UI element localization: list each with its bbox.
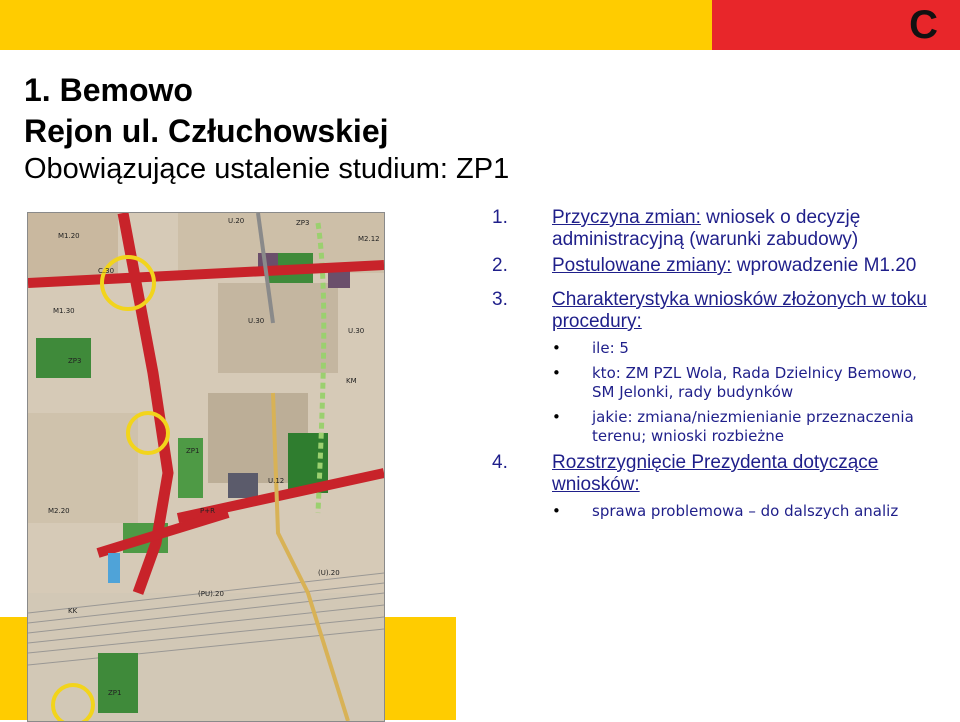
- info-panel: [492, 207, 942, 527]
- item-number: 2.: [492, 255, 508, 276]
- item-2: [492, 255, 942, 277]
- map-label: M1.30: [53, 307, 75, 315]
- map-label: U.30: [248, 317, 265, 325]
- map-label: ZP3: [296, 219, 310, 227]
- top-yellow-bar: [0, 0, 712, 50]
- item-label: Charakterystyka wniosków złożonych w toku procedury:: [552, 289, 927, 332]
- map-label: (PU).20: [198, 590, 224, 598]
- page-study-setting: Obowiązujące ustalenie studium: ZP1: [24, 153, 510, 185]
- item-number: 1.: [492, 207, 508, 228]
- item-3-bullets: [492, 339, 942, 446]
- map-label: ZP1: [108, 689, 122, 697]
- bullet-item: • ile: 5: [552, 339, 629, 357]
- bullet-icon: •: [552, 339, 561, 357]
- map-label: ZP1: [186, 447, 200, 455]
- map-label: KM: [346, 377, 357, 385]
- item-number: 4.: [492, 452, 508, 473]
- bullet-item: • sprawa problemowa – do dalszych analiz: [552, 502, 899, 520]
- item-4-bullets: [492, 502, 942, 521]
- map-graphic: [28, 213, 384, 721]
- map-label: KK: [68, 607, 78, 615]
- map-label: U.20: [228, 217, 245, 225]
- bullet-item: • jakie: zmiana/niezmienianie przeznaczenia terenu; wnioski rozbieżne: [552, 408, 914, 445]
- item-text: wprowadzenie M1.20: [731, 255, 917, 276]
- map-label: M2.20: [48, 507, 70, 515]
- bullet-icon: •: [552, 364, 561, 382]
- item-label: Rozstrzygnięcie Prezydenta dotyczące wniosków:: [552, 452, 879, 495]
- map-label: C.30: [98, 267, 115, 275]
- map-label: P+R: [200, 507, 215, 515]
- map-label: U.12: [268, 477, 285, 485]
- bullet-icon: •: [552, 502, 561, 520]
- zoning-map: [27, 212, 385, 722]
- map-label: M2.12: [358, 235, 380, 243]
- section-letter: C: [909, 3, 938, 47]
- item-number: 3.: [492, 289, 508, 310]
- bullet-icon: •: [552, 408, 561, 426]
- bullet-item: • kto: ZM PZL Wola, Rada Dzielnicy Bemowo, SM Jelonki, rady budynków: [552, 364, 917, 401]
- item-label: Przyczyna zmian:: [552, 207, 701, 228]
- map-label: U.30: [348, 327, 365, 335]
- page-title: 1. Bemowo: [24, 72, 193, 108]
- item-3: [492, 289, 942, 333]
- item-1: [492, 207, 942, 251]
- item-4: [492, 452, 942, 496]
- item-text: wniosek o decyzję administracyjną (warunki zabudowy): [552, 207, 861, 250]
- item-label: Postulowane zmiany:: [552, 255, 732, 276]
- map-label: M1.20: [58, 232, 80, 240]
- map-label: (U).20: [318, 569, 340, 577]
- map-label: ZP3: [68, 357, 82, 365]
- page-subtitle: Rejon ul. Człuchowskiej: [24, 113, 389, 149]
